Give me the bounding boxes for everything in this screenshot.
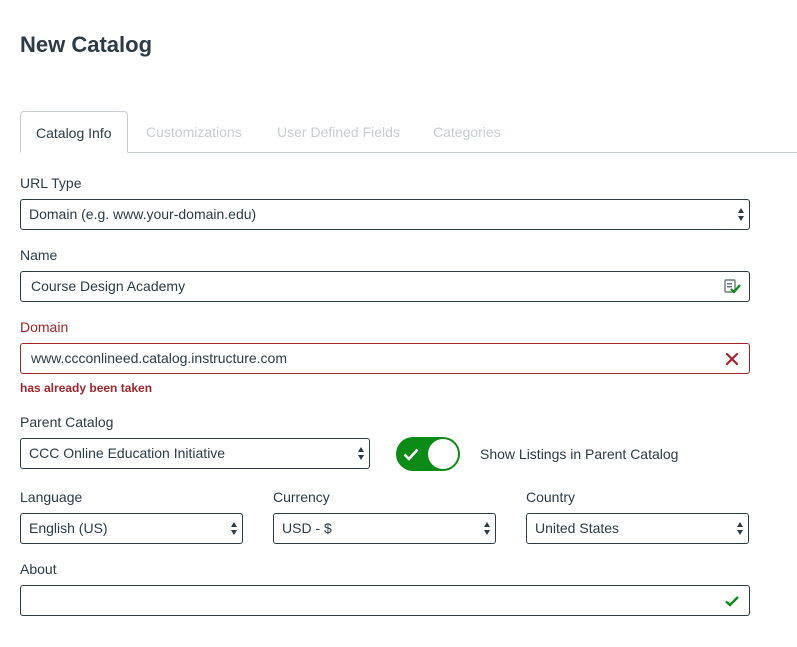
name-input[interactable] [20, 271, 750, 302]
parent-catalog-label: Parent Catalog [20, 414, 114, 430]
domain-error-message: has already been taken [20, 381, 153, 395]
show-listings-label: Show Listings in Parent Catalog [480, 446, 679, 462]
domain-value: www.ccconlineed.catalog.instructure.com [31, 350, 288, 366]
domain-label: Domain [20, 319, 69, 335]
select-arrows-icon [738, 208, 745, 221]
about-input[interactable] [20, 585, 750, 616]
domain-input[interactable] [20, 343, 750, 374]
check-icon [723, 592, 741, 610]
language-label: Language [20, 489, 83, 505]
tab-bar [20, 111, 797, 153]
select-arrows-icon [737, 522, 744, 535]
language-select[interactable] [20, 513, 243, 544]
name-label: Name [20, 247, 58, 263]
country-label: Country [526, 489, 576, 505]
page-title: New Catalog [20, 32, 153, 57]
country-select[interactable] [526, 513, 749, 544]
select-arrows-icon [484, 522, 491, 535]
url-type-select[interactable] [20, 199, 750, 230]
url-type-value: Domain (e.g. www.your-domain.edu) [29, 206, 257, 222]
select-arrows-icon [231, 522, 238, 535]
error-x-icon [723, 350, 741, 368]
currency-select[interactable] [273, 513, 496, 544]
tab-customizations[interactable]: Customizations [146, 124, 242, 140]
name-value: Course Design Academy [31, 278, 186, 294]
show-listings-toggle[interactable] [396, 437, 460, 471]
toggle-knob [428, 439, 458, 469]
url-type-label: URL Type [20, 175, 82, 191]
currency-label: Currency [273, 489, 330, 505]
currency-value: USD - $ [282, 520, 332, 536]
tab-catalog-info[interactable]: Catalog Info [20, 111, 128, 153]
tab-categories[interactable]: Categories [433, 124, 501, 140]
parent-catalog-value: CCC Online Education Initiative [29, 445, 226, 461]
parent-catalog-select[interactable] [20, 438, 370, 469]
tab-user-defined-fields[interactable]: User Defined Fields [277, 124, 400, 140]
select-arrows-icon [358, 447, 365, 460]
password-manager-check-icon[interactable] [723, 278, 741, 296]
about-label: About [20, 561, 57, 577]
check-icon [403, 446, 419, 462]
language-value: English (US) [29, 520, 108, 536]
country-value: United States [535, 520, 620, 536]
